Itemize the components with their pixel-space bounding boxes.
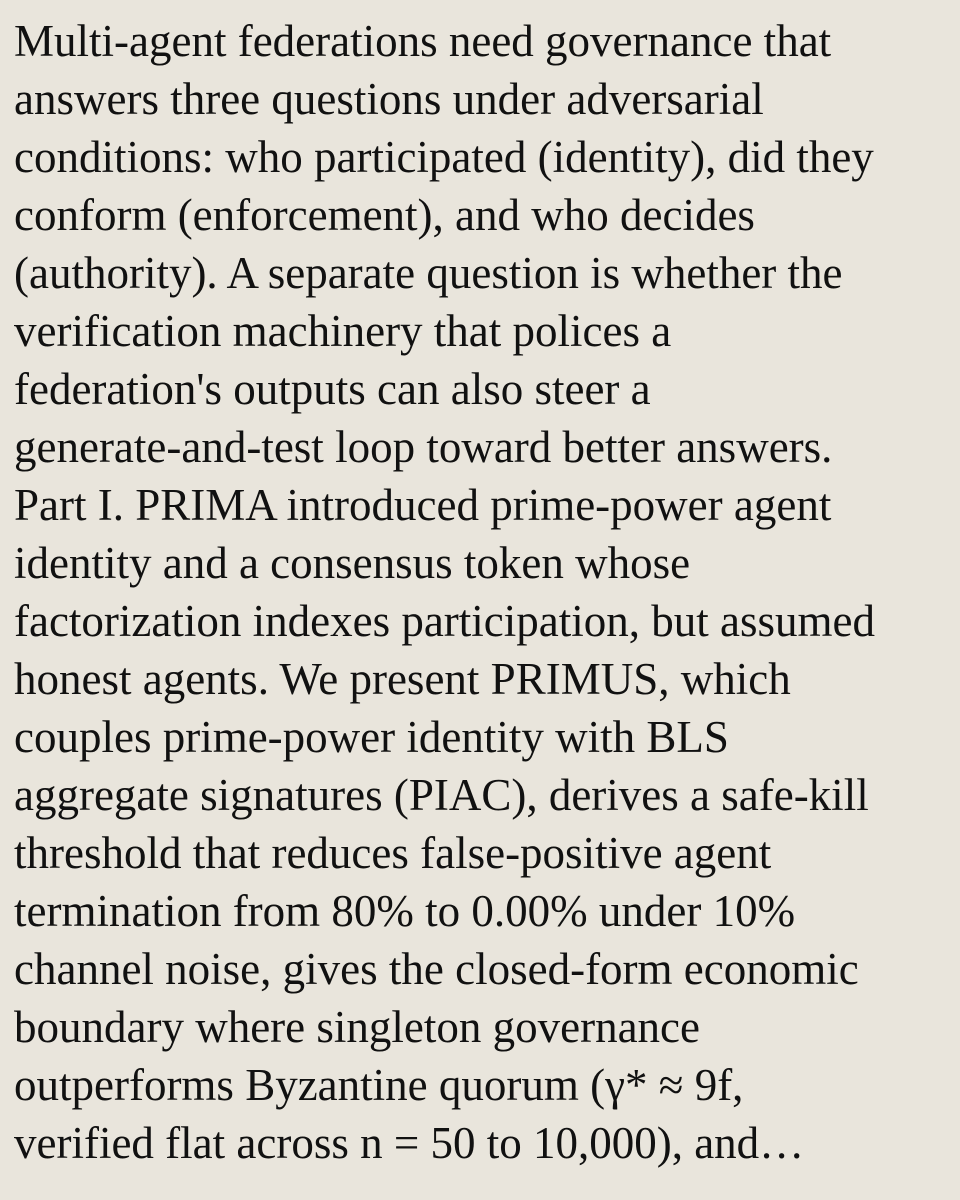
- text-line: generate-and-test loop toward better answers.: [14, 422, 833, 472]
- text-line: channel noise, gives the closed-form economic: [14, 944, 859, 994]
- text-line: aggregate signatures (PIAC), derives a safe-kill: [14, 770, 869, 820]
- text-line: boundary where singleton governance: [14, 1002, 701, 1052]
- text-line: federation's outputs can also steer a: [14, 364, 651, 414]
- text-line: (authority). A separate question is whether the: [14, 248, 843, 298]
- text-line: conditions: who participated (identity), did they: [14, 132, 874, 182]
- text-line: honest agents. We present PRIMUS, which: [14, 654, 791, 704]
- text-line: Multi-agent federations need governance that: [14, 16, 832, 66]
- text-line: verification machinery that polices a: [14, 306, 672, 356]
- text-line: identity and a consensus token whose: [14, 538, 691, 588]
- text-line: verified flat across n = 50 to 10,000), and…: [14, 1118, 805, 1168]
- text-line: termination from 80% to 0.00% under 10%: [14, 886, 796, 936]
- text-line: couples prime-power identity with BLS: [14, 712, 729, 762]
- text-line: outperforms Byzantine quorum (γ* ≈ 9f,: [14, 1060, 744, 1110]
- text-line: threshold that reduces false-positive agent: [14, 828, 772, 878]
- text-line: conform (enforcement), and who decides: [14, 190, 755, 240]
- text-line: factorization indexes participation, but assumed: [14, 596, 875, 646]
- abstract-text: [14, 12, 946, 1172]
- text-line: Part I. PRIMA introduced prime-power agent: [14, 480, 832, 530]
- text-line: answers three questions under adversarial: [14, 74, 764, 124]
